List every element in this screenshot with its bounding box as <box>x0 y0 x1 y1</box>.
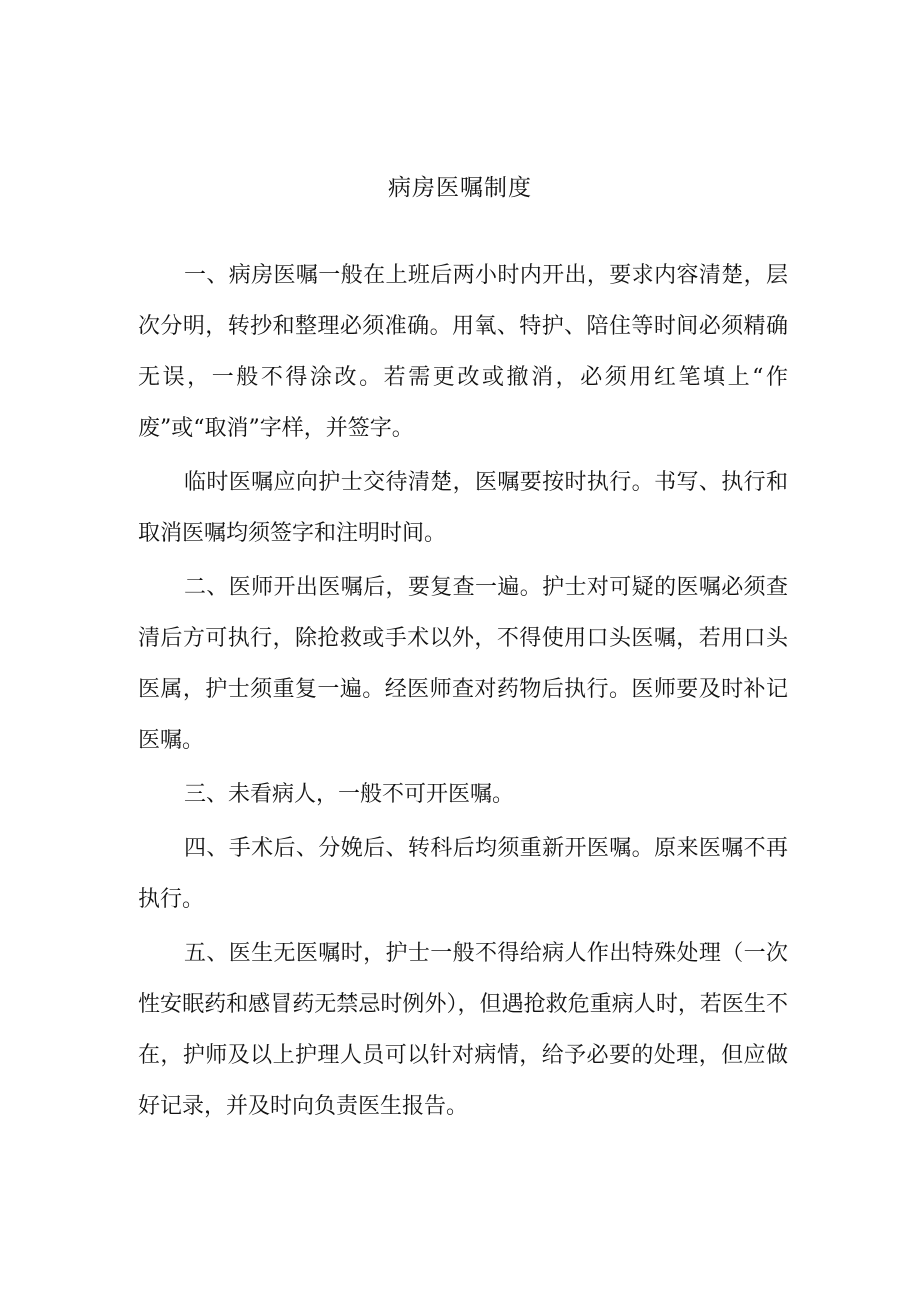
paragraph-1: 一、病房医嘱一般在上班后两小时内开出，要求内容清楚，层次分明，转抄和整理必须准确。用氧、特护、陪住等时间必须精确无误，一般不得涂改。若需更改或撤消，必须用红笔填上“作废”或“取消”字样，并签字。 <box>138 263 788 441</box>
paragraph-2: 临时医嘱应向护士交待清楚，医嘱要按时执行。书写、执行和取消医嘱均须签字和注明时间。 <box>138 470 788 546</box>
paragraph-3: 二、医师开出医嘱后，要复查一遍。护士对可疑的医嘱必须查清后方可执行，除抢救或手术以外，不得使用口头医嘱，若用口头医属，护士须重复一遍。经医师查对药物后执行。医师要及时补记医嘱。 <box>138 575 788 753</box>
paragraph-4: 三、未看病人，一般不可开医嘱。 <box>184 782 515 807</box>
document-body <box>138 250 788 1135</box>
document-title: 病房医嘱制度 <box>388 175 532 201</box>
paragraph-6: 五、医生无医嘱时，护士一般不得给病人作出特殊处理（一次性安眠药和感冒药无禁忌时例外），但遇抢救危重病人时，若医生不在，护师及以上护理人员可以针对病情，给予必要的处理，但应做好记录，并及时向负责医生报告。 <box>138 941 788 1119</box>
paragraph-5: 四、手术后、分娩后、转科后均须重新开医嘱。原来医嘱不再执行。 <box>138 836 788 912</box>
